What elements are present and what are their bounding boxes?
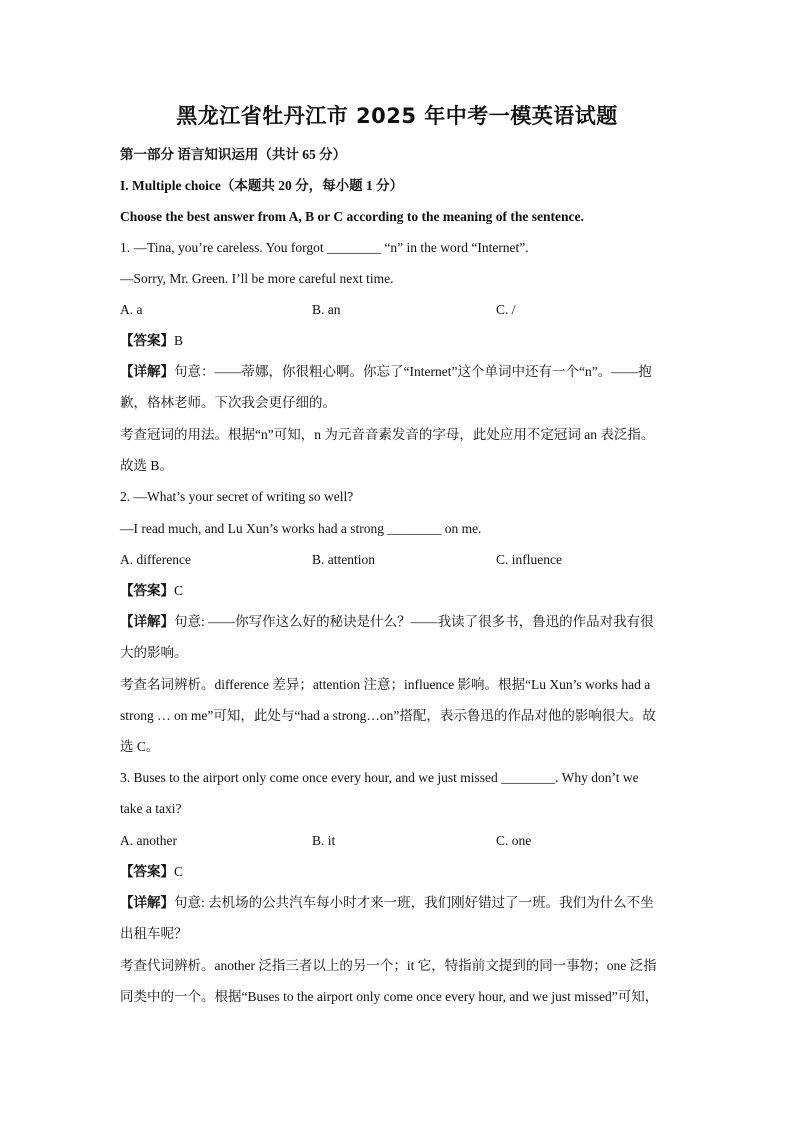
- detail-text: 句意：——蒂娜，你很粗心啊。你忘了“Internet”这个单词中还有一个“n”。——抱: [174, 364, 652, 379]
- q2-detail-line2: 大的影响。: [120, 645, 188, 660]
- detail-text: 句意: ——你写作这么好的秘诀是什么？——我读了很多书，鲁迅的作品对我有很: [174, 614, 654, 629]
- q2-option-c: C. influence: [496, 552, 562, 567]
- q3-detail-line1: [120, 893, 680, 913]
- q3-detail-line2: 出租车呢？: [120, 926, 188, 941]
- instruction: Choose the best answer from A, B or C according to the meaning of the sentence.: [120, 209, 584, 224]
- answer-label: 【答案】: [120, 864, 174, 880]
- q3-option-c: C. one: [496, 833, 532, 848]
- q3-stem-line1: 3. Buses to the airport only come once every hour, and we just missed ________. Why don’t we: [120, 770, 639, 785]
- answer-value: C: [174, 864, 184, 879]
- q2-answer: [120, 581, 680, 601]
- q1-stem-line1: 1. —Tina, you’re careless. You forgot ________ “n” in the word “Internet”.: [120, 240, 529, 255]
- section-heading: I. Multiple choice（本题共 20 分，每小题 1 分）: [120, 178, 404, 193]
- detail-text: 句意: 去机场的公共汽车每小时才来一班，我们刚好错过了一班。我们为什么不坐: [174, 895, 654, 910]
- detail-label: 【详解】: [120, 614, 174, 630]
- answer-value: B: [174, 333, 184, 348]
- q2-detail-line5: 选 C。: [120, 739, 160, 754]
- q2-detail-line3: 考查名词辨析。difference 差异；attention 注意；influence 影响。根据“Lu Xun’s works had a: [120, 677, 651, 692]
- q1-detail-line3: 考查冠词的用法。根据“n”可知，n 为元音音素发音的字母，此处应用不定冠词 an 表泛指。: [120, 427, 655, 442]
- page-title: 黑龙江省牡丹江市 2025 年中考一模英语试题: [176, 104, 618, 128]
- q3-option-b: B. it: [312, 833, 336, 848]
- answer-label: 【答案】: [120, 333, 174, 349]
- q3-option-a: A. another: [120, 833, 177, 848]
- q1-detail-line1: [120, 362, 680, 382]
- q3-detail-line4: 同类中的一个。根据“Buses to the airport only come once every hour, and we just missed”可知，: [120, 989, 659, 1004]
- part-heading: 第一部分 语言知识运用（共计 65 分）: [120, 147, 347, 162]
- q1-stem-line2: —Sorry, Mr. Green. I’ll be more careful next time.: [120, 271, 394, 286]
- q2-stem-line1: 2. —What’s your secret of writing so well?: [120, 489, 354, 504]
- q1-detail-line2: 歉，格林老师。下次我会更仔细的。: [120, 395, 336, 410]
- q1-detail-line4: 故选 B。: [120, 458, 173, 473]
- q1-option-a: A. a: [120, 302, 143, 317]
- q1-option-b: B. an: [312, 302, 341, 317]
- detail-label: 【详解】: [120, 895, 174, 911]
- q2-option-a: A. difference: [120, 552, 191, 567]
- q3-detail-line3: 考查代词辨析。another 泛指三者以上的另一个；it 它，特指前文提到的同一事物；one 泛指: [120, 958, 657, 973]
- q2-detail-line4: strong … on me”可知，此处与“had a strong…on”搭配，表示鲁迅的作品对他的影响很大。故: [120, 708, 656, 723]
- q1-answer: [120, 331, 680, 351]
- answer-value: C: [174, 583, 184, 598]
- q3-stem-line2: take a taxi?: [120, 801, 182, 816]
- q2-detail-line1: [120, 612, 680, 632]
- detail-label: 【详解】: [120, 364, 174, 380]
- q3-answer: [120, 862, 680, 882]
- q1-option-c: C. /: [496, 302, 516, 317]
- answer-label: 【答案】: [120, 583, 174, 599]
- q2-option-b: B. attention: [312, 552, 375, 567]
- q2-stem-line2: —I read much, and Lu Xun’s works had a strong ________ on me.: [120, 521, 482, 536]
